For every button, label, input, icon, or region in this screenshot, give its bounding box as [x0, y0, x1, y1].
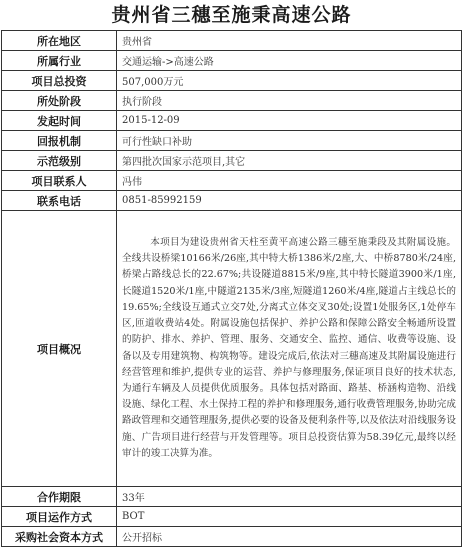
- row-label: 所处阶段: [2, 91, 117, 111]
- table-row: [2, 151, 462, 171]
- row-label: 联系电话: [2, 191, 117, 211]
- row-value: 507,000万元: [117, 71, 462, 91]
- table-row: [2, 191, 462, 211]
- overview-text: 本项目为建设贵州省天柱至黄平高速公路三穗至施秉段及其附属设施。全线共设桥梁10166米/26座,其中特大桥1386米/2座,大、中桥8780米/24座,桥梁占路线总长的22.67%;共设隧道8815米/9座,其中特长隧道3900米/1座,长隧道1520米/1座,中隧道2135米/3座,短隧道1260米/4座,隧道占主线总长的19.65%;全线设互通式立交7处,分离式立体交叉30处;设置1处服务区,1处停车区,匝道收费站4处。附属设施包括保护、养护公路和保障公路安全畅通所设置的防护、排水、养护、管理、服务、交通安全、监控、通信、收费等设施、设备以及专用建筑物、构筑物等。建设完成后,依法对三穗高速及其附属设施进行经营管理和维护,提供专业的运营、养护与修理服务,保证项目良好的技术状态,为通行车辆及人员提供优质服务。具体包括对路面、路基、桥涵构造物、沿线设施、绿化工程、水土保持工程的养护和修理服务,通行收费管理服务,协助完成路政管理和交通管理服务,提供必要的设备及便利条件等,以及依法对沿线服务设施、广告项目进行经营与开发管理等。项目总投资估算为58.39亿元,最终以经审计的竣工决算为准。: [122, 237, 456, 459]
- row-label: 项目运作方式: [2, 507, 117, 527]
- row-value: 33年: [117, 487, 462, 507]
- row-value: 公开招标: [117, 527, 462, 547]
- table-row: [2, 507, 462, 527]
- row-label: 所在地区: [2, 31, 117, 51]
- row-value: BOT: [117, 507, 462, 527]
- row-value: 2015-12-09: [117, 111, 462, 131]
- overview-cell: [117, 211, 462, 487]
- project-info-table: [1, 30, 462, 547]
- row-value: 执行阶段: [117, 91, 462, 111]
- row-label: 所属行业: [2, 51, 117, 71]
- table-row: [2, 31, 462, 51]
- row-label: 项目总投资: [2, 71, 117, 91]
- row-label: 合作期限: [2, 487, 117, 507]
- table-row: [2, 51, 462, 71]
- table-row: [2, 131, 462, 151]
- row-value: 第四批次国家示范项目,其它: [117, 151, 462, 171]
- row-label: 发起时间: [2, 111, 117, 131]
- table-row: [2, 91, 462, 111]
- table-row: [2, 527, 462, 547]
- table-row: [2, 111, 462, 131]
- row-value: 贵州省: [117, 31, 462, 51]
- row-label: 示范级别: [2, 151, 117, 171]
- table-row: [2, 487, 462, 507]
- row-value: 0851-85992159: [117, 191, 462, 211]
- row-label: 回报机制: [2, 131, 117, 151]
- row-label: 采购社会资本方式: [2, 527, 117, 547]
- row-value: 可行性缺口补助: [117, 131, 462, 151]
- table-row: [2, 71, 462, 91]
- row-value: 交通运输->高速公路: [117, 51, 462, 71]
- row-label: 项目联系人: [2, 171, 117, 191]
- overview-label: 项目概况: [2, 211, 117, 487]
- table-row: [2, 171, 462, 191]
- row-value: 冯伟: [117, 171, 462, 191]
- page-title: 贵州省三穗至施秉高速公路: [111, 4, 352, 26]
- overview-row: [2, 211, 462, 487]
